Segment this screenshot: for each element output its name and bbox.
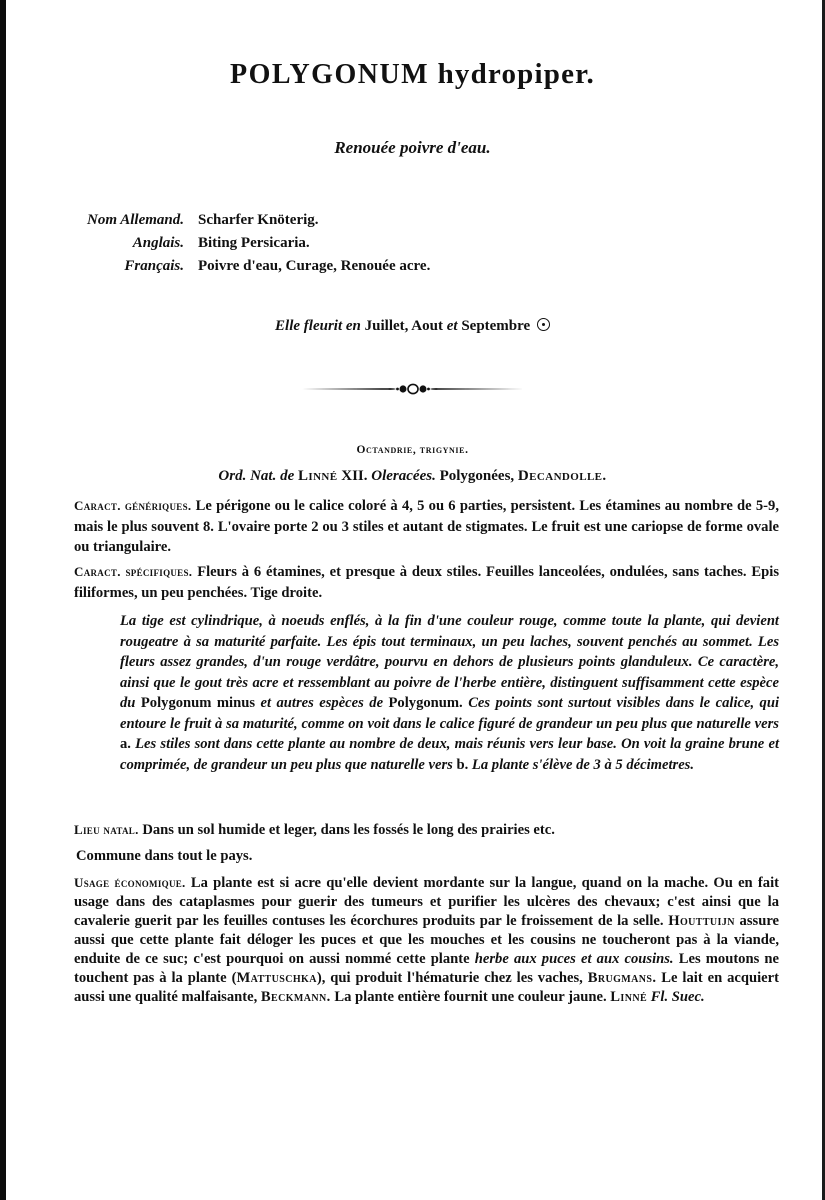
specific-characters: [74, 562, 779, 603]
desc-part2: et autres espèces de: [260, 695, 384, 711]
title-genus: POLYGONUM: [229, 59, 430, 90]
order-label: Ord. Nat. de: [218, 468, 295, 484]
natural-order: [0, 468, 825, 485]
usage-italic-1: herbe aux puces: [474, 951, 576, 967]
flowering-prefix: Elle fleurit en: [275, 318, 361, 334]
name-row-french: [74, 258, 430, 281]
generic-text: Le périgone ou le calice coloré à 4, 5 ou 6 parties, persistent. Les étamines au nombre de 5-9, mais le plus souvent 8. L'ovaire porte 2 ou 3 stiles et autant de stigmates. Le fruit est une cariopse de forme ovale ou triangulaire.: [74, 498, 779, 555]
distribution: Commune dans tout le pays.: [76, 848, 253, 864]
flowering-last: Septembre: [461, 318, 531, 334]
usage-text-4: Les moutons ne touchent pas à la plante (: [74, 951, 780, 986]
desc-roman1: Polygonum minus: [140, 695, 256, 711]
usage-flora: Fl. Suec.: [650, 989, 705, 1005]
lang-value: Scharfer Knöterig.: [198, 212, 319, 228]
order-oleracees: Oleracées.: [371, 468, 436, 484]
usage-italic-2: aux cousins.: [596, 951, 674, 967]
usage-mattuschka: Mattuschka: [236, 970, 317, 986]
flowering-months: Juillet, Aout: [364, 318, 443, 334]
order-number: XII.: [341, 468, 368, 484]
ornament-divider-icon: [300, 382, 526, 396]
lang-label: Nom Allemand.: [87, 212, 184, 228]
usage-text-6: Le lait en acquiert aussi une qualité malfaisante,: [74, 970, 779, 1005]
usage-houttuijn: Houttuijn: [668, 913, 735, 929]
annual-symbol-icon: [537, 318, 550, 331]
usage-text-5: ), qui produit l'hématurie chez les vaches,: [316, 970, 583, 986]
specific-text: Fleurs à 6 étamines, et presque à deux stiles. Feuilles lanceolées, ondulées, sans taches. Epis filiformes, un peu penchées. Tige droite.: [74, 564, 780, 601]
flowering-period: [0, 318, 825, 335]
page-title: [0, 58, 825, 91]
common-name: Renouée poivre d'eau.: [334, 138, 491, 157]
desc-roman4: b.: [456, 756, 469, 773]
linnaean-class: Octandrie, trigynie.: [356, 444, 469, 456]
order-decandolle: Decandolle.: [517, 468, 607, 484]
generic-lead: Caract. génériques.: [74, 498, 192, 513]
specific-lead: Caract. spécifiques.: [74, 564, 193, 579]
order-linne: Linné: [297, 468, 338, 484]
usage-text-3: et: [580, 951, 592, 967]
desc-roman3: a.: [120, 736, 131, 752]
lang-label: Français.: [124, 258, 184, 274]
lang-value: Poivre d'eau, Curage, Renouée acre.: [198, 258, 431, 274]
order-polygonees: Polygonées,: [439, 468, 515, 484]
habitat-lead: Lieu natal.: [74, 822, 139, 837]
usage-beckmann: Beckmann.: [260, 989, 331, 1005]
economic-use: [74, 873, 779, 1007]
habitat: [74, 820, 779, 841]
generic-characters: [74, 496, 779, 558]
usage-text-1: La plante est si acre qu'elle devient mordante sur la langue, quand on la mache. Ou en fait usage dans des cataplasmes pour guerir des tumeurs et purifier les ulcères des chevaux; c'est ainsi que la cavalerie guerit par les feuilles contuses les écorchures produits par le froissement de la selle.: [74, 875, 779, 929]
name-row-english: [74, 235, 430, 258]
usage-text-2: assure aussi que cette plante fait déloger les puces et que les mouches et les cousins ne toucheront pas à la viande, enduite de ce suc; c'est pourquoi on aussi nommé cette plante: [74, 913, 780, 967]
habitat-text: Dans un sol humide et leger, dans les fossés le long des prairies etc.: [142, 822, 555, 838]
plant-description: [120, 611, 779, 775]
flowering-and: et: [446, 318, 458, 334]
vernacular-names: [74, 212, 430, 281]
usage-linne: Linné: [610, 989, 648, 1005]
lang-value: Biting Persicaria.: [198, 235, 310, 251]
usage-brugmans: Brugmans.: [587, 970, 657, 986]
lang-label: Anglais.: [132, 235, 184, 251]
desc-part3: Ces points sont surtout visibles dans le calice, qui entoure le fruit à sa maturité, comme on voit dans le calice figuré de grandeur un peu plus que naturelle vers: [120, 695, 780, 732]
desc-part4: Les stiles sont dans cette plante au nombre de deux, mais réunis vers leur base. On voit la graine brune et comprimée, de grandeur un peu plus que naturelle vers: [120, 736, 779, 773]
title-species: hydropiper.: [437, 58, 596, 90]
desc-part5: La plante s'élève de 3 à 5 décimetres.: [471, 756, 695, 773]
desc-part1: La tige est cylindrique, à noeuds enflés, à la fin d'une couleur rouge, comme toute la plante, qui devient rougeatre à sa maturité parfaite. Les épis tout terminaux, un peu laches, souvent penchés au sommet. Les fleurs assez grandes, d'un rouge verdâtre, pourvu en dehors de plusieurs points glanduleux. Ce caractère, ainsi que le gout très acre et ressemblant au poivre de l'herbe entière, distinguent suffisamment cette espèce du: [120, 613, 779, 711]
desc-roman2: Polygonum.: [388, 695, 463, 711]
usage-lead: Usage économique.: [74, 875, 186, 890]
name-row-german: [74, 212, 430, 235]
usage-text-7: La plante entière fournit une couleur jaune.: [334, 989, 607, 1005]
